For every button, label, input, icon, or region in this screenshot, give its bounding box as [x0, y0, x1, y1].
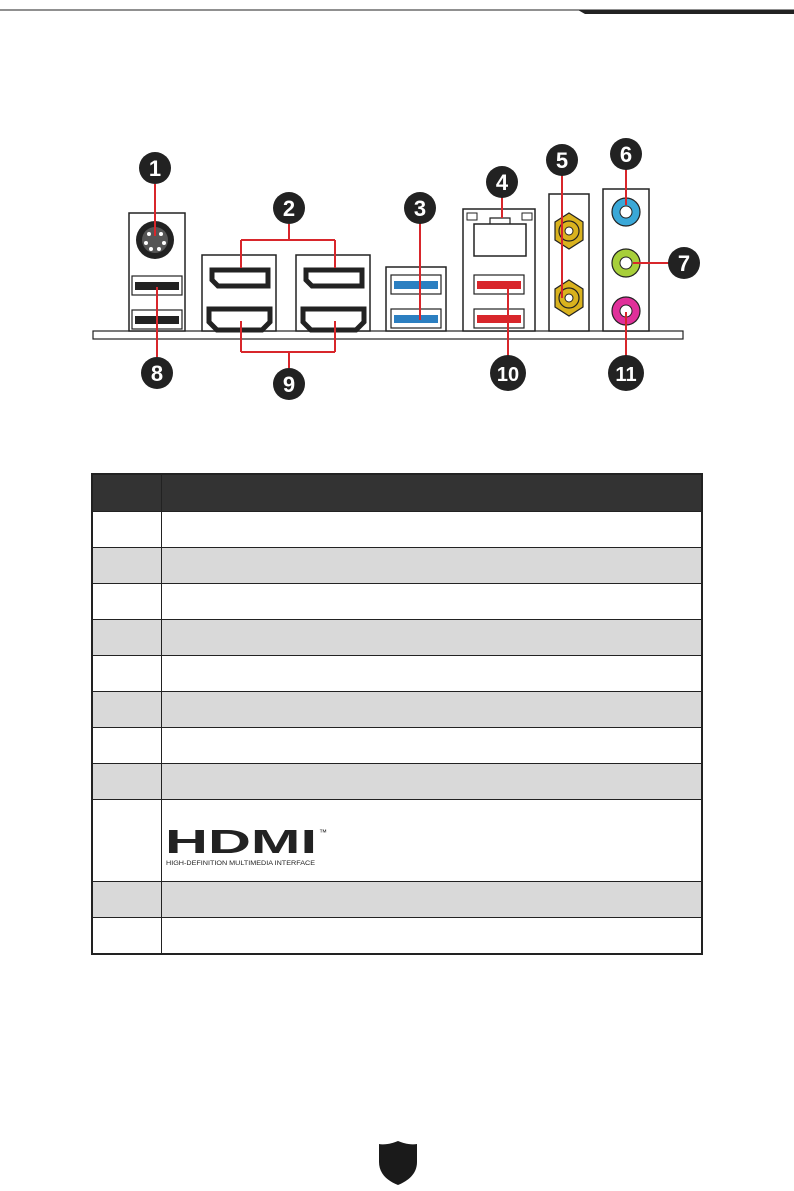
callout-11: [608, 355, 644, 391]
table-row: [92, 656, 702, 692]
callout-1: [139, 152, 171, 184]
row-description: [162, 656, 703, 692]
hdmi-trademark: ™: [319, 828, 327, 837]
hdmi-port: [303, 309, 364, 330]
row-number: [92, 764, 162, 800]
shield-icon: [378, 1140, 418, 1186]
hdmi-logo: [165, 826, 330, 868]
hdmi-wordmark: HDMI: [165, 826, 317, 860]
callout-7: [668, 247, 700, 279]
row-number: [92, 918, 162, 954]
panel-baseline: [93, 331, 683, 339]
callout-label: 6: [619, 142, 633, 167]
row-description: [162, 918, 703, 954]
table-row: [92, 512, 702, 548]
callout-label: 9: [282, 372, 296, 397]
back-panel-diagram: [0, 130, 794, 410]
header-rule: [0, 0, 794, 30]
callout-label: 8: [150, 361, 164, 386]
audio-stack: [603, 189, 649, 331]
callout-label: 2: [282, 196, 296, 221]
callout-5: [546, 144, 578, 176]
callout-label: 11: [615, 364, 637, 386]
callout-3: [404, 192, 436, 224]
row-description: [162, 512, 703, 548]
row-number: [92, 620, 162, 656]
table-row: [92, 692, 702, 728]
row-number: [92, 692, 162, 728]
row-number: [92, 800, 162, 882]
port-table: [91, 473, 703, 955]
dp-hdmi-stack-left: [202, 255, 276, 331]
usb-blue-stack: [386, 267, 446, 331]
callout-label: 5: [555, 148, 569, 173]
row-number: [92, 728, 162, 764]
callout-4: [486, 166, 518, 198]
header-cell-description: [162, 474, 703, 512]
callout-10: [490, 355, 526, 391]
callout-8: [141, 357, 173, 389]
row-number: [92, 512, 162, 548]
row-number: [92, 656, 162, 692]
dp-hdmi-stack-right: [296, 255, 370, 331]
row-number: [92, 584, 162, 620]
row-description: [162, 692, 703, 728]
hdmi-tagline: HIGH-DEFINITION MULTIMEDIA INTERFACE: [166, 861, 315, 867]
callout-label: 1: [148, 156, 162, 181]
callout-9: [273, 368, 305, 400]
callout-6: [610, 138, 642, 170]
displayport-port: [306, 270, 362, 286]
row-description: [162, 882, 703, 918]
row-description: [162, 548, 703, 584]
callout-label: 7: [677, 251, 691, 276]
callout-2: [273, 192, 305, 224]
callout-label: 10: [496, 364, 520, 386]
lan-usb-stack: [463, 209, 535, 331]
table-row: [92, 548, 702, 584]
table-row: [92, 764, 702, 800]
displayport-port: [212, 270, 268, 286]
table-row: [92, 584, 702, 620]
table-row: [92, 882, 702, 918]
table-header-row: [92, 474, 702, 512]
row-description: [162, 620, 703, 656]
table-row: [92, 620, 702, 656]
hdmi-port: [209, 309, 270, 330]
row-description: [162, 728, 703, 764]
callout-label: 4: [495, 170, 509, 195]
row-number: [92, 882, 162, 918]
row-description: [162, 764, 703, 800]
row-description: [162, 584, 703, 620]
header-cell-number: [92, 474, 162, 512]
lan-port: [474, 224, 526, 256]
callout-label: 3: [413, 196, 427, 221]
row-number: [92, 548, 162, 584]
table-row: [92, 918, 702, 954]
antenna-stack: [549, 194, 589, 331]
table-row: [92, 728, 702, 764]
